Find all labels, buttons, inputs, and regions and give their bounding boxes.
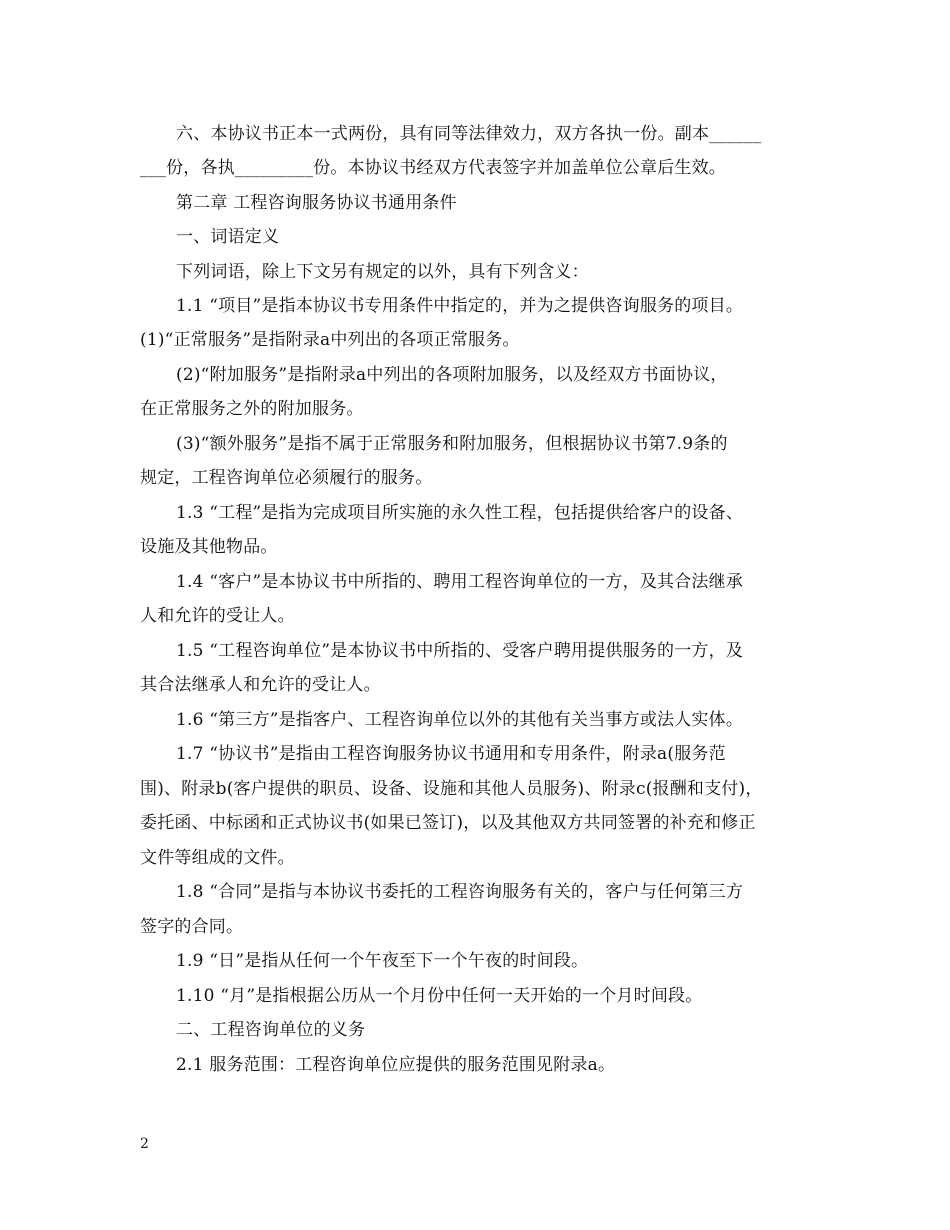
text-line: (1)“正常服务”是指附录a中列出的各项正常服务。 [140, 330, 520, 350]
text-line: 签字的合同。 [140, 917, 244, 937]
text-line: 2.1 服务范围：工程咨询单位应提供的服务范围见附录a。 [176, 1055, 616, 1075]
text-line: 委托函、中标函和正式协议书(如果已签订)，以及其他双方共同签署的补充和修正 [140, 813, 756, 833]
text-line: 1.4 “客户”是本协议书中所指的、聘用工程咨询单位的一方，及其合法继承 [176, 572, 744, 592]
text-line: 人和允许的受让人。 [140, 606, 295, 626]
text-line: 其合法继承人和允许的受让人。 [140, 675, 381, 695]
text-line: 下列词语，除上下文另有规定的以外，具有下列含义： [176, 262, 589, 282]
text-line: 1.10 “月”是指根据公历从一个月份中任何一天开始的一个月时间段。 [176, 986, 703, 1006]
text-line: 设施及其他物品。 [140, 537, 278, 557]
text-line: 文件等组成的文件。 [140, 848, 295, 868]
page-number: 2 [140, 1136, 149, 1152]
section-heading: 一、词语定义 [176, 227, 280, 247]
text-line: (2)“附加服务”是指附录a中列出的各项附加服务，以及经双方书面协议， [176, 365, 728, 385]
text-line: 1.1 “项目”是指本协议书专用条件中指定的，并为之提供咨询服务的项目。 [176, 296, 744, 316]
text-line: ___份，各执_________份。本协议书经双方代表签字并加盖单位公章后生效。 [140, 158, 726, 178]
text-line: 在正常服务之外的附加服务。 [140, 399, 364, 419]
text-line: 1.6 “第三方”是指客户、工程咨询单位以外的其他有关当事方或法人实体。 [176, 710, 744, 730]
text-line: (3)“额外服务”是指不属于正常服务和附加服务，但根据协议书第7.9条的 [176, 434, 728, 454]
text-line: 1.7 “协议书”是指由工程咨询服务协议书通用和专用条件，附录a(服务范 [176, 744, 726, 764]
text-line: 1.3 “工程”是指为完成项目所实施的永久性工程，包括提供给客户的设备、 [176, 503, 744, 523]
text-line: 1.9 “日”是指从任何一个午夜至下一个午夜的时间段。 [176, 951, 589, 971]
text-line: 1.5 “工程咨询单位”是本协议书中所指的、受客户聘用提供服务的一方，及 [176, 641, 744, 661]
chapter-heading: 第二章 工程咨询服务协议书通用条件 [176, 193, 457, 213]
section-heading: 二、工程咨询单位的义务 [176, 1020, 366, 1040]
text-line: 六、本协议书正本一式两份，具有同等法律效力，双方各执一份。副本______ [176, 124, 762, 144]
text-line: 1.8 “合同”是指与本协议书委托的工程咨询服务有关的，客户与任何第三方 [176, 882, 744, 902]
text-line: 围)、附录b(客户提供的职员、设备、设施和其他人员服务)、附录c(报酬和支付)， [140, 779, 763, 799]
text-line: 规定，工程咨询单位必须履行的服务。 [140, 468, 433, 488]
